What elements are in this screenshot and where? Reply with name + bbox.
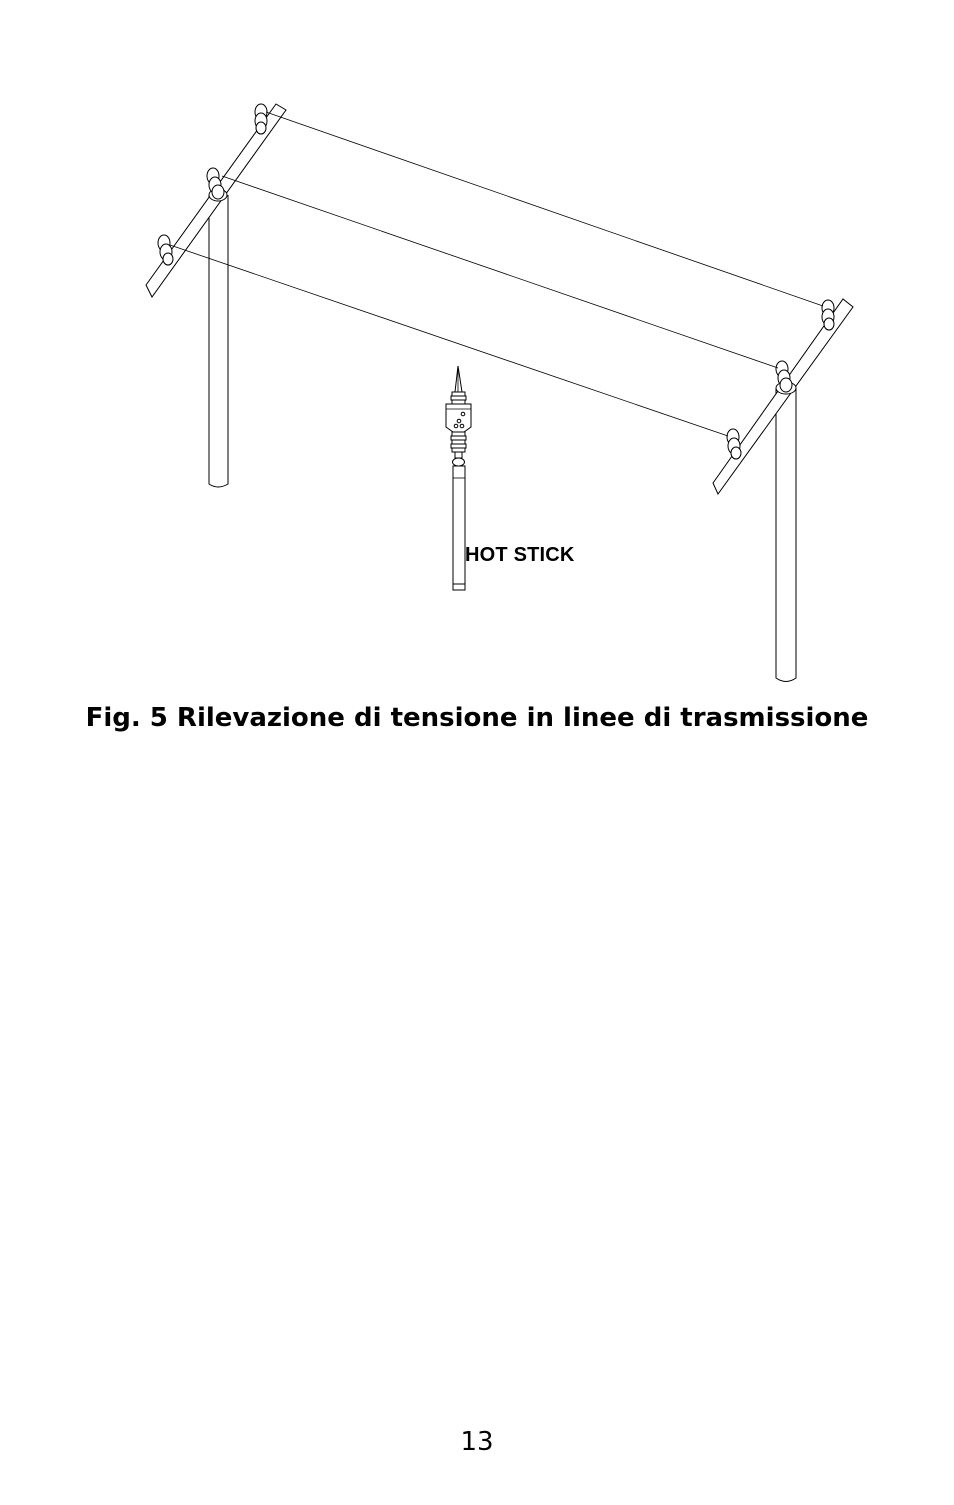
transmission-line-illustration — [0, 0, 954, 700]
hot-stick-label: HOT STICK — [465, 544, 575, 566]
right-pole — [776, 388, 796, 682]
conductor-wires — [170, 112, 823, 436]
page-number: 13 — [460, 1427, 494, 1457]
right-insulators — [727, 300, 834, 459]
left-pole — [209, 195, 228, 487]
left-insulators — [158, 104, 267, 265]
figure-caption: Fig. 5 Rilevazione di tensione in linee di trasmissione — [85, 703, 869, 733]
